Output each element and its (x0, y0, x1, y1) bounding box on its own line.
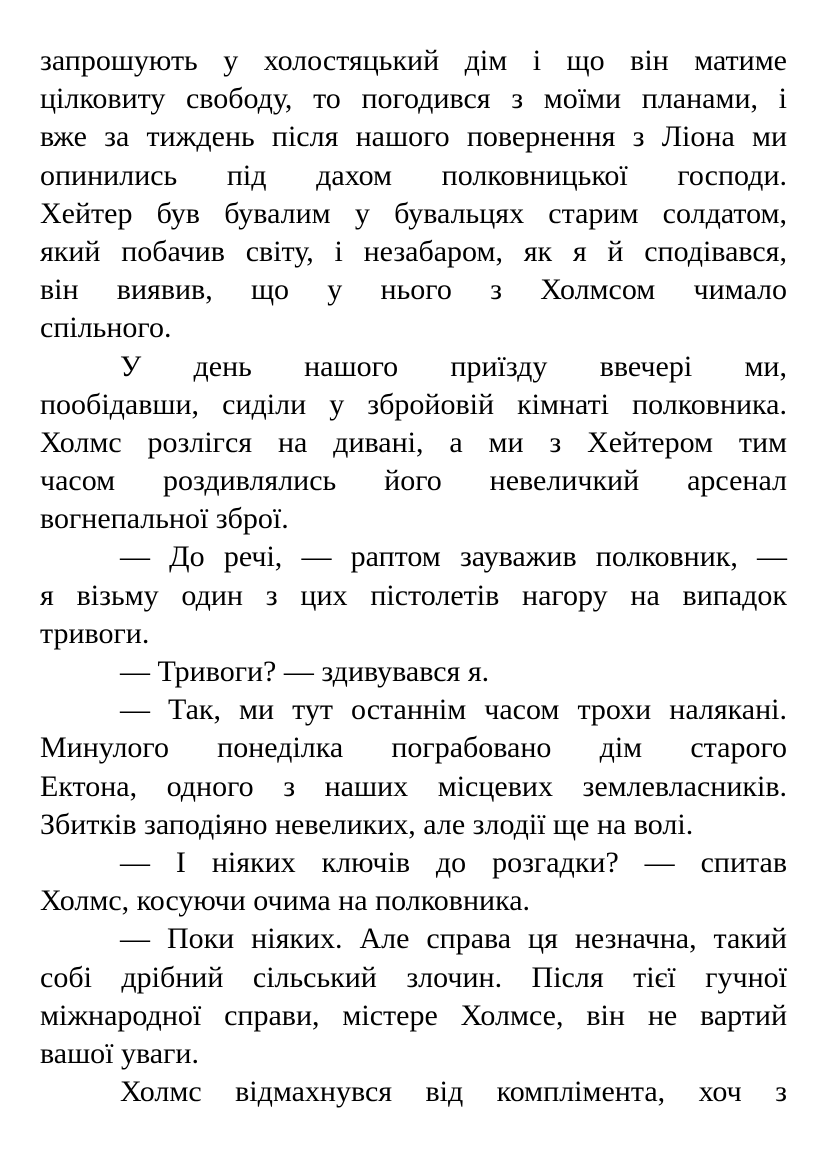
text-line: вогнепальної зброї. (40, 502, 289, 536)
text-line: — Тривоги? — здивувався я. (120, 655, 490, 688)
text-line: вже за тиждень після нашого повернення з Ліона ми (40, 120, 787, 154)
text-line: міжнародної справи, містере Холмсе, він не вартий (40, 998, 787, 1032)
text-line: він виявив, що у нього з Холмсом чимало (40, 273, 787, 307)
text-line: собі дрібний сільський злочин. Після тієї гучної (40, 960, 787, 994)
text-line: Ектона, одного з наших місцевих землевласників. (40, 769, 787, 803)
text-line: який побачив світу, і незабаром, як я й сподівався, (40, 234, 787, 268)
text-line: Холмс відмахнувся від комплімента, хоч з (120, 1075, 787, 1109)
text-line: У день нашого приїзду ввечері ми, (120, 349, 787, 383)
text-line: — І ніяких ключів до розгадки? — спитав (120, 845, 787, 879)
text-line: вашої уваги. (40, 1036, 199, 1070)
page-text (40, 42, 787, 1111)
text-line: пообідавши, сиділи у збройовій кімнаті полковника. (40, 387, 787, 421)
text-line: спільного. (40, 311, 172, 345)
text-line: — До речі, — раптом зауважив полковник, — (120, 540, 787, 574)
text-line: — Поки ніяких. Але справа ця незначна, такий (120, 922, 787, 956)
text-line: тривоги. (40, 616, 150, 650)
text-line: запрошують у холостяцький дім і що він матиме (40, 44, 787, 77)
text-line: Холмс, косуючи очима на полковника. (40, 884, 531, 918)
text-line: цілковиту свободу, то погодився з моїми планами, і (40, 82, 787, 116)
text-line: часом роздивлялись його невеличкий арсенал (40, 464, 787, 498)
text-line: Минулого понеділка пограбовано дім старого (40, 731, 787, 765)
text-line: я візьму один з цих пістолетів нагору на випадок (40, 578, 787, 612)
text-line: Збитків заподіяно невеликих, але злодії ще на волі. (40, 807, 694, 841)
text-line: опинились під дахом полковницької господи. (40, 158, 787, 192)
text-line: — Так, ми тут останнім часом трохи налякані. (120, 693, 787, 727)
text-line: Холмс розлігся на дивані, а ми з Хейтером тим (40, 425, 787, 459)
text-line: Хейтер був бувалим у бувальцях старим солдатом, (40, 196, 787, 230)
